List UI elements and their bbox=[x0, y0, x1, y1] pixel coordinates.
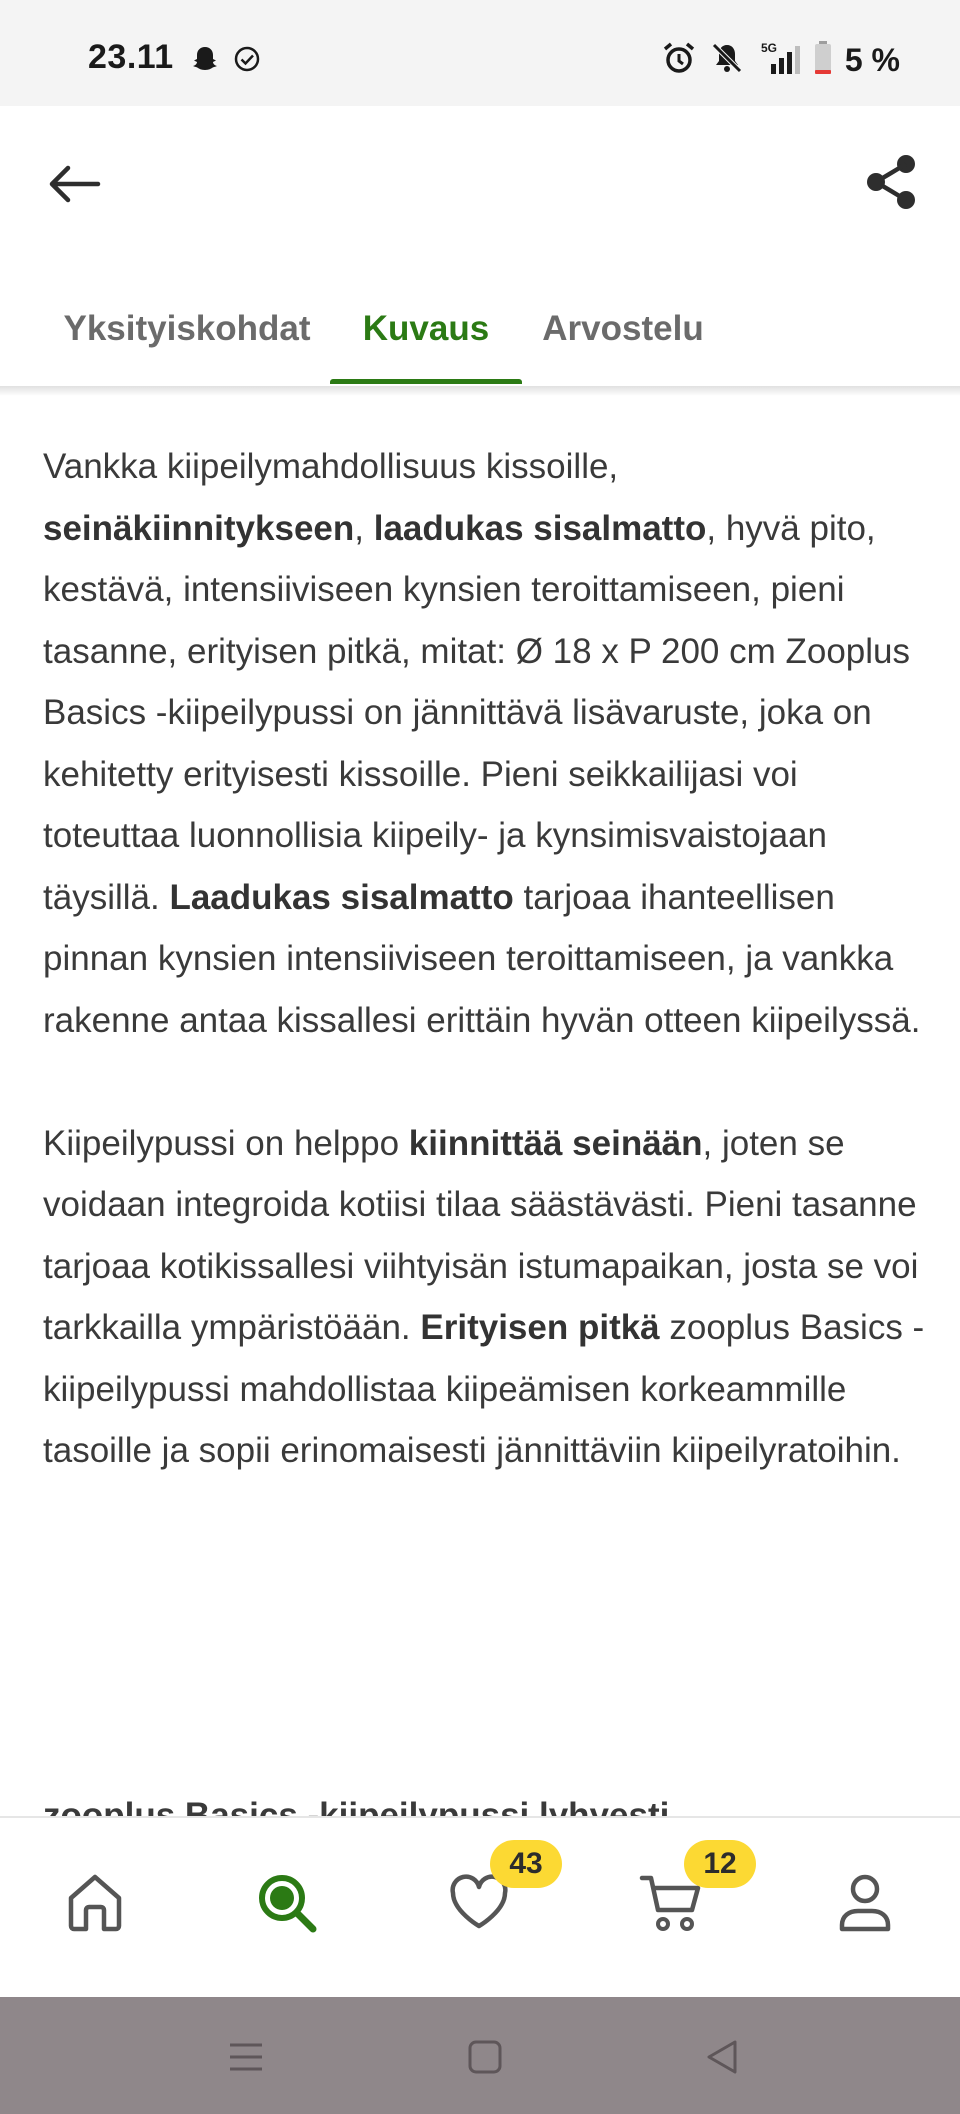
status-right-icons bbox=[661, 40, 900, 81]
tab-details[interactable] bbox=[42, 274, 332, 384]
bold-text: laadukas sisalmatto bbox=[373, 508, 707, 548]
description-subheading bbox=[43, 1785, 933, 1815]
back-system-button[interactable] bbox=[698, 2033, 746, 2081]
status-bar bbox=[0, 0, 960, 106]
signal-icon bbox=[757, 40, 801, 81]
battery-icon bbox=[813, 40, 833, 81]
bottom-navigation bbox=[0, 1816, 960, 1997]
mute-bell-icon bbox=[709, 40, 745, 81]
text: zooplus Basics -kiipeilypussi mahdollistaa kiipeämisen korkeammille tasoille ja sopii erinomaisesti jännittäviin kiipeilyratoihin. bbox=[43, 1308, 925, 1470]
cart-count-badge: 12 bbox=[684, 1840, 756, 1888]
nav-account[interactable] bbox=[820, 1858, 910, 1948]
triangle-back-icon bbox=[703, 2038, 741, 2076]
text: , joten se voidaan integroida kotiisi tilaa säästävästi. Pieni tasanne tarjoaa kotikissallesi viihtyisän istumapaikan, josta se voi tarkkailla ympäristöään. bbox=[43, 1123, 919, 1347]
share-button[interactable] bbox=[860, 150, 924, 214]
text: Kiipeilypussi on helppo bbox=[43, 1123, 409, 1163]
tab-label: Arvostelu bbox=[542, 309, 704, 348]
tab-bar bbox=[0, 274, 960, 388]
product-description bbox=[43, 436, 933, 1482]
search-icon bbox=[255, 1871, 319, 1935]
status-time: 23.11 bbox=[88, 38, 174, 76]
snapchat-icon bbox=[190, 44, 220, 79]
share-icon bbox=[864, 154, 920, 210]
app-header bbox=[0, 106, 960, 388]
nav-home[interactable] bbox=[50, 1858, 140, 1948]
nav-search[interactable] bbox=[242, 1858, 332, 1948]
header-shadow bbox=[0, 386, 960, 396]
text: tarjoaa ihanteellisen pinnan kynsien intensiiviseen teroittamiseen, ja vankka rakenne antaa kissallesi erittäin hyvän otteen kiipeilyssä. bbox=[43, 877, 921, 1040]
system-navigation-bar bbox=[0, 1997, 960, 2114]
text: , hyvä pito, kestävä, intensiiviseen kynsien teroittamiseen, pieni tasanne, erityisen pitkä, mitat: Ø 18 x P 200 cm Zooplus Basics -kiipeilypussi on jännittävä lisävaruste, joka on kehitetty erityisesti kissoille. Pieni seikkailijasi voi toteuttaa luonnollisia kiipeily- ja kynsimisvaistojaan täysillä. bbox=[43, 508, 911, 917]
bold-text: Laadukas sisalmatto bbox=[169, 877, 514, 917]
back-button[interactable] bbox=[42, 152, 106, 216]
status-left-icons bbox=[190, 44, 262, 79]
favorites-count-badge: 43 bbox=[490, 1840, 562, 1888]
text: Vankka kiipeilymahdollisuus kissoille, bbox=[43, 447, 619, 486]
svg-text:5G: 5G bbox=[760, 41, 777, 55]
text: , bbox=[354, 508, 374, 548]
home-icon bbox=[65, 1872, 125, 1934]
alarm-icon bbox=[661, 40, 697, 81]
tab-label: Kuvaus bbox=[362, 309, 490, 348]
home-system-button[interactable] bbox=[461, 2033, 509, 2081]
bold-text: kiinnittää seinään bbox=[408, 1123, 703, 1163]
tab-label: Yksityiskohdat bbox=[63, 309, 311, 348]
user-icon bbox=[837, 1872, 893, 1934]
recent-apps-button[interactable] bbox=[222, 2033, 270, 2081]
bold-text: seinäkiinnitykseen bbox=[43, 508, 355, 548]
check-circle-icon bbox=[232, 44, 262, 79]
description-paragraph bbox=[43, 1113, 933, 1482]
tab-description[interactable] bbox=[330, 274, 522, 384]
battery-percent: 5 % bbox=[844, 42, 900, 78]
description-paragraph bbox=[43, 436, 933, 1051]
bold-text: Erityisen pitkä bbox=[420, 1308, 660, 1347]
square-icon bbox=[466, 2038, 504, 2076]
tab-reviews[interactable] bbox=[528, 274, 718, 384]
active-tab-indicator bbox=[330, 379, 522, 384]
menu-lines-icon bbox=[226, 2039, 266, 2075]
arrow-left-icon bbox=[46, 164, 102, 204]
